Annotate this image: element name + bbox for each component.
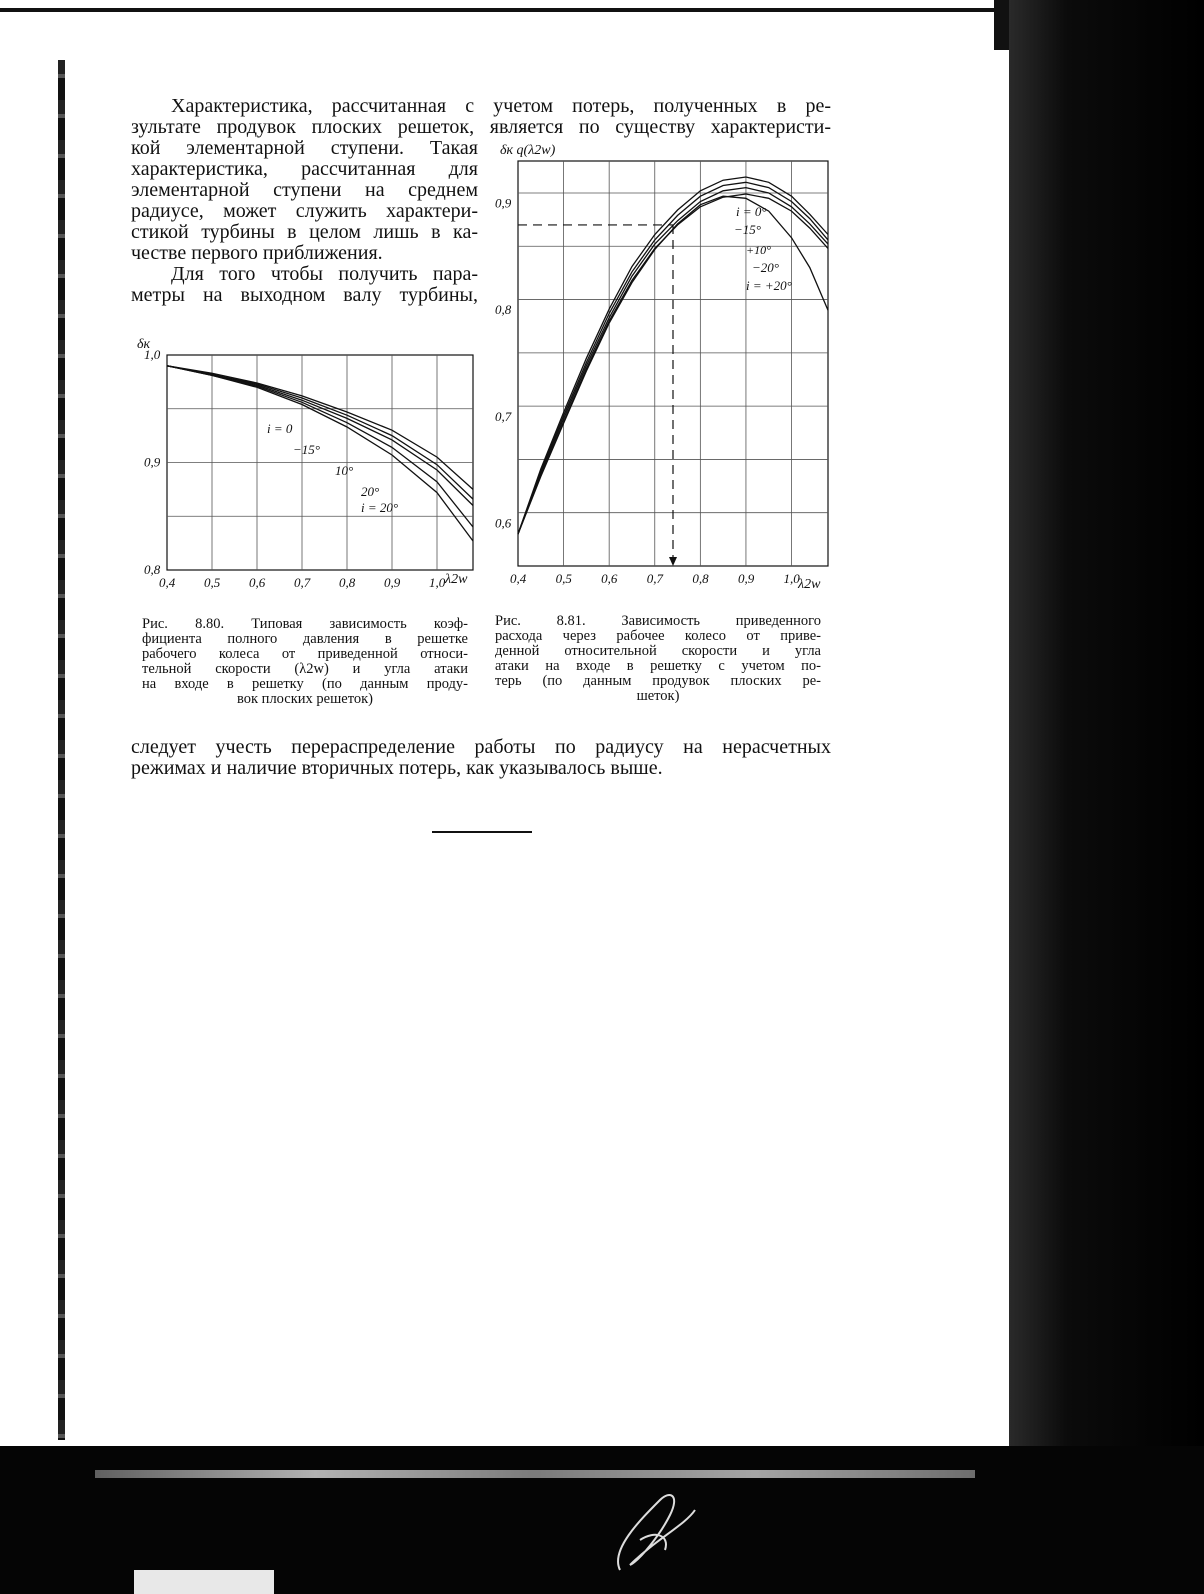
left-column-line-3: элементарной ступени на среднем	[131, 179, 478, 201]
fig81-curve-label-4: −20°	[752, 260, 779, 275]
fig81-x-tick: 0,4	[510, 571, 527, 586]
intro-paragraph	[131, 96, 831, 138]
closing-paragraph	[131, 737, 831, 779]
fig81-curve-label-1: i = 0°	[736, 204, 767, 219]
fig81-caption-line-4: атаки на входе в решетку с учетом по-	[495, 658, 821, 674]
fig81-reference-lines	[518, 225, 677, 566]
fig81-x-tick: 1,0	[783, 571, 800, 586]
fig81-caption-line-3: денной относительной скорости и угла	[495, 643, 821, 659]
fig80-series-4	[167, 366, 473, 527]
fig80-x-tick: 0,8	[339, 575, 356, 590]
intro-line-2: зультате продувок плоских решеток, является по существу характеристи-	[131, 116, 831, 138]
fig80-x-tick: 0,6	[249, 575, 266, 590]
left-column-line-1: кой элементарной ступени. Такая	[131, 137, 478, 159]
fig80-curve-label-4: 20°	[361, 484, 380, 499]
fig80-x-tick: 0,9	[384, 575, 401, 590]
left-column-line-4: радиусе, может служить характери-	[131, 200, 478, 222]
fig81-y-tick: 0,6	[495, 515, 512, 531]
fig81-x-tick: 0,7	[646, 571, 664, 586]
fig80-y-tick: 1,0	[144, 347, 161, 362]
left-column-line-8: метры на выходном валу турбины,	[131, 284, 478, 306]
fig81-x-tick: 0,9	[737, 571, 755, 586]
scan-bottom-strip	[95, 1470, 975, 1478]
fig80-series-2	[167, 366, 473, 499]
fig81-caption-line-6: шеток)	[636, 688, 680, 704]
fig80-x-tick: 0,7	[294, 575, 311, 590]
fig80-series-1	[167, 366, 473, 490]
fig80-curve-label-2: −15°	[293, 442, 320, 457]
fig80-caption-line-4: тельной скорости (λ2w) и угла атаки	[142, 661, 468, 677]
fig80-y-axis-label: δк	[137, 337, 151, 352]
fig80-curves	[167, 366, 473, 541]
closing-line-1: следует учесть перераспределение работы по радиусу на нерасчетных	[131, 736, 831, 758]
figure-8-80-chart	[125, 320, 495, 605]
fig81-y-tick: 0,9	[495, 195, 512, 211]
left-column-line-6: честве первого приближения.	[131, 242, 383, 264]
fig80-tick-labels	[144, 347, 446, 590]
fig80-curve-label-5: i = 20°	[361, 500, 399, 515]
fig81-curve-label-5: i = +20°	[746, 278, 792, 293]
scan-binding-edge	[58, 60, 65, 1440]
fig80-caption-line-3: рабочего колеса от приведенной относи-	[142, 646, 468, 662]
figure-8-81-chart	[488, 138, 848, 603]
fig80-caption-line-1: Рис. 8.80. Типовая зависимость коэф-	[142, 616, 468, 632]
fig80-y-tick: 0,8	[144, 562, 161, 577]
fig80-curve-label-3: 10°	[335, 463, 354, 478]
fig81-caption-line-1: Рис. 8.81. Зависимость приведенного	[495, 613, 821, 629]
section-end-rule	[432, 831, 532, 833]
fig81-y-tick: 0,7	[495, 408, 512, 424]
fig80-series-5	[167, 366, 473, 541]
left-column-line-2: характеристика, рассчитанная для	[131, 158, 478, 180]
fig80-grid	[167, 355, 473, 570]
handwritten-signature	[600, 1480, 710, 1580]
fig80-x-tick: 1,0	[429, 575, 446, 590]
fig81-caption-line-2: расхода через рабочее колесо от приве-	[495, 628, 821, 644]
left-column-line-5: стикой турбины в целом лишь в ка-	[131, 221, 478, 243]
left-column-line-7: Для того чтобы получить пара-	[171, 263, 478, 285]
fig80-caption-line-2: фициента полного давления в решетке	[142, 631, 468, 647]
fig81-y-axis-label: δк q(λ2w)	[500, 143, 556, 158]
fig80-curve-label-1: i = 0	[267, 421, 293, 436]
fig80-caption-line-5: на входе в решетку (по данным проду-	[142, 676, 468, 692]
fig81-ref-arrow	[669, 557, 677, 566]
fig81-x-axis-label: λ2w	[798, 577, 821, 592]
fig81-x-tick: 0,6	[601, 571, 618, 586]
scan-bottom-patch	[134, 1570, 274, 1594]
fig80-x-axis-label: λ2w	[445, 572, 468, 587]
fig81-x-tick: 0,8	[692, 571, 709, 586]
fig80-caption-line-6: вок плоских решеток)	[237, 691, 373, 707]
fig80-y-tick: 0,9	[144, 454, 161, 470]
left-column-paragraph	[131, 138, 478, 306]
fig81-curve-label-3: +10°	[746, 243, 771, 257]
fig81-x-tick: 0,5	[555, 571, 572, 586]
scan-right-edge	[1009, 0, 1204, 1500]
fig81-caption-line-5: терь (по данным продувок плоских ре-	[495, 673, 821, 689]
fig81-y-tick: 0,8	[495, 302, 512, 318]
fig80-x-tick: 0,4	[159, 575, 176, 590]
fig80-x-tick: 0,5	[204, 575, 221, 590]
fig81-curve-label-2: −15°	[734, 222, 761, 237]
figure-8-81-caption	[495, 614, 821, 704]
intro-line-1: Характеристика, рассчитанная с учетом потерь, полученных в ре-	[171, 95, 831, 117]
closing-line-2: режимах и наличие вторичных потерь, как указывалось выше.	[131, 757, 663, 779]
figure-8-80-caption	[142, 617, 468, 707]
